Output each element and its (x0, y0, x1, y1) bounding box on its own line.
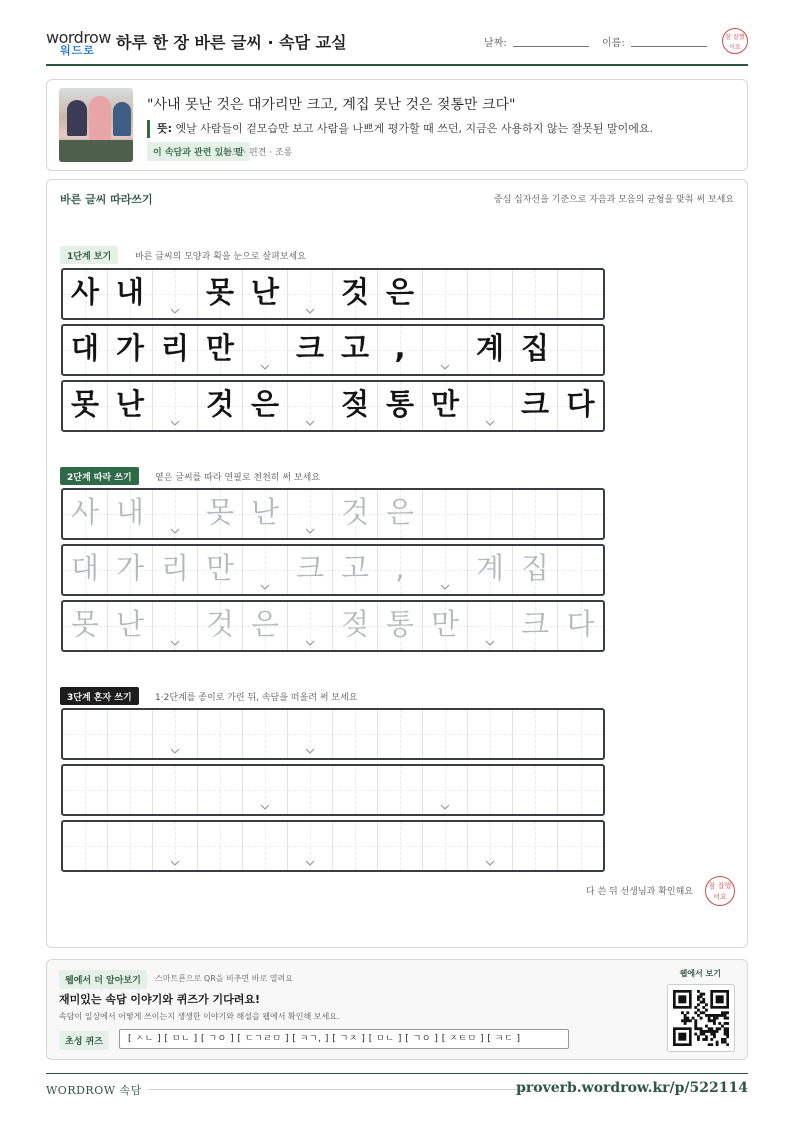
step2-label: 2단계 따라 쓰기 (60, 467, 139, 485)
model-character: 만 (430, 387, 459, 421)
writing-cell[interactable] (558, 546, 603, 594)
model-character: 통 (385, 607, 414, 641)
writing-cell[interactable] (558, 766, 603, 814)
writing-cell (108, 382, 153, 430)
writing-cell (378, 382, 423, 430)
model-character: 다 (566, 607, 595, 641)
writing-cell[interactable] (558, 822, 603, 870)
writing-cell[interactable] (243, 822, 288, 870)
model-character: , (394, 331, 406, 365)
model-character: 크 (295, 551, 324, 585)
writing-cell[interactable] (378, 822, 423, 870)
space-mark-icon (305, 638, 315, 648)
writing-cell (558, 270, 603, 318)
model-character: 내 (115, 275, 144, 309)
writing-cell[interactable] (378, 766, 423, 814)
space-mark-icon (305, 526, 315, 536)
writing-cell[interactable] (468, 546, 513, 594)
check-note: 다 쓴 뒤 선생님과 확인해요 (585, 887, 693, 897)
writing-cell[interactable] (423, 602, 468, 650)
model-character: 난 (115, 387, 144, 421)
model-character: 사 (70, 495, 99, 529)
model-character: 집 (520, 331, 549, 365)
writing-cell (333, 382, 378, 430)
space-mark-icon (170, 418, 180, 428)
model-character: 집 (520, 551, 549, 585)
step1-writing-row (61, 324, 605, 376)
writing-cell[interactable] (558, 490, 603, 538)
writing-cell (513, 270, 558, 318)
writing-cell (198, 382, 243, 430)
web-learn-more-card (46, 959, 748, 1060)
writing-cell[interactable] (108, 822, 153, 870)
proverb-meaning (147, 120, 653, 138)
model-character: 사 (70, 275, 99, 309)
step3-writing-row[interactable] (61, 764, 605, 816)
handwriting-practice-panel (46, 179, 748, 948)
writing-cell[interactable] (423, 490, 468, 538)
model-character: 가 (115, 331, 144, 365)
writing-cell (513, 326, 558, 374)
writing-cell[interactable] (108, 766, 153, 814)
writing-cell[interactable] (288, 546, 333, 594)
step3-writing-row[interactable] (61, 708, 605, 760)
space-mark-icon (485, 638, 495, 648)
writing-cell[interactable] (63, 546, 108, 594)
model-character: 못 (205, 495, 234, 529)
writing-cell (378, 326, 423, 374)
writing-cell (468, 270, 513, 318)
writing-cell[interactable] (558, 710, 603, 758)
writing-cell (153, 382, 198, 430)
writing-cell (423, 382, 468, 430)
writing-cell[interactable] (333, 546, 378, 594)
writing-cell (558, 326, 603, 374)
space-mark-icon (305, 306, 315, 316)
writing-cell[interactable] (378, 710, 423, 758)
model-character: 리 (160, 331, 189, 365)
writing-cell[interactable] (108, 546, 153, 594)
writing-cell (153, 270, 198, 318)
space-mark-icon (485, 418, 495, 428)
meaning-text: 옛날 사람들이 겉모습만 보고 사람을 나쁘게 평가할 때 쓰던, 지금은 사용하지 않는 잘못된 말이에요. (175, 122, 654, 135)
writing-cell[interactable] (63, 602, 108, 650)
writing-cell (63, 326, 108, 374)
step2-writing-row[interactable] (61, 600, 605, 652)
illustration-image (59, 88, 133, 162)
writing-cell[interactable] (288, 822, 333, 870)
writing-cell[interactable] (513, 710, 558, 758)
writing-cell[interactable] (423, 546, 468, 594)
model-character: 것 (205, 607, 234, 641)
model-character: 통 (385, 387, 414, 421)
name-label: 이름: (602, 38, 625, 49)
model-character: 젖 (340, 387, 369, 421)
writing-cell (288, 270, 333, 318)
model-character: 난 (250, 275, 279, 309)
model-character: 다 (566, 387, 595, 421)
writing-cell (108, 326, 153, 374)
footer-brand: WORDROW 속담 (46, 1084, 142, 1097)
proverb-info-card (46, 79, 748, 171)
model-character: 젖 (340, 607, 369, 641)
model-character: 고 (340, 551, 369, 585)
practice-note: 중심 십자선을 기준으로 자음과 모음의 균형을 맞춰 써 보세요 (493, 195, 734, 205)
writing-cell[interactable] (378, 602, 423, 650)
writing-cell[interactable] (243, 602, 288, 650)
footer-divider (46, 1073, 748, 1074)
writing-cell[interactable] (153, 490, 198, 538)
writing-cell[interactable] (153, 822, 198, 870)
writing-cell (558, 382, 603, 430)
model-character: 못 (205, 275, 234, 309)
space-mark-icon (170, 306, 180, 316)
page-title: 하루 한 장 바른 글씨 · 속담 교실 (116, 33, 347, 52)
model-character: 난 (250, 495, 279, 529)
model-character: 크 (520, 387, 549, 421)
wordrow-logo: wordrow 워드로 (46, 28, 111, 57)
writing-cell[interactable] (63, 822, 108, 870)
writing-cell[interactable] (333, 710, 378, 758)
space-mark-icon (260, 362, 270, 372)
web-chip-note: 스마트폰으로 QR을 비추면 바로 열려요 (155, 974, 293, 983)
writing-cell[interactable] (198, 766, 243, 814)
writing-cell[interactable] (243, 490, 288, 538)
writing-cell (63, 270, 108, 318)
practice-title: 바른 글씨 따라쓰기 (60, 193, 153, 206)
space-mark-icon (440, 802, 450, 812)
writing-cell[interactable] (243, 766, 288, 814)
space-mark-icon (305, 418, 315, 428)
writing-cell (468, 326, 513, 374)
writing-cell (423, 270, 468, 318)
writing-cell[interactable] (513, 822, 558, 870)
writing-cell[interactable] (468, 710, 513, 758)
writing-cell (468, 382, 513, 430)
space-mark-icon (440, 362, 450, 372)
model-character: 은 (250, 607, 279, 641)
writing-cell[interactable] (153, 546, 198, 594)
writing-cell (288, 382, 333, 430)
model-character: 대 (70, 331, 99, 365)
writing-cell[interactable] (468, 602, 513, 650)
space-mark-icon (485, 858, 495, 868)
space-mark-icon (170, 526, 180, 536)
space-mark-icon (170, 638, 180, 648)
web-headline: 재미있는 속담 이야기와 퀴즈가 기다려요! (59, 993, 260, 1006)
writing-cell[interactable] (63, 490, 108, 538)
related-words-chip: 이 속담과 관련 있는 말 (147, 142, 250, 161)
writing-cell (333, 326, 378, 374)
writing-cell[interactable] (513, 546, 558, 594)
footer-rule (148, 1089, 540, 1090)
step1-writing-row (61, 380, 605, 432)
model-character: 은 (385, 275, 414, 309)
model-character: 내 (115, 495, 144, 529)
writing-cell[interactable] (423, 710, 468, 758)
writing-cell[interactable] (513, 766, 558, 814)
writing-cell[interactable] (288, 710, 333, 758)
step3-desc: 1·2단계를 종이로 가린 뒤, 속담을 떠올려 써 보세요 (155, 693, 358, 703)
qr-label: 웹에서 보기 (679, 969, 721, 978)
writing-cell (198, 326, 243, 374)
writing-cell (243, 382, 288, 430)
model-character: 못 (70, 387, 99, 421)
space-mark-icon (170, 858, 180, 868)
writing-cell (378, 270, 423, 318)
space-mark-icon (170, 746, 180, 756)
writing-cell[interactable] (153, 766, 198, 814)
writing-cell[interactable] (108, 710, 153, 758)
writing-cell[interactable] (468, 490, 513, 538)
initial-consonant-quiz: [ ㅅㄴ ] [ ㅁㄴ ] [ ㄱㅇ ] [ ㄷㄱㄹㅁ ] [ ㅋㄱ, ] [ ㄱㅈ ] [ ㅁㄴ ] [ ㄱㅇ ] [ ㅈㅌㅁ ] [ ㅋㄷ ] (119, 1029, 569, 1049)
model-character: 난 (115, 607, 144, 641)
writing-cell[interactable] (333, 766, 378, 814)
writing-cell[interactable] (333, 602, 378, 650)
name-field[interactable] (631, 46, 707, 47)
writing-cell (243, 326, 288, 374)
step1-writing-row (61, 268, 605, 320)
step2-desc: 옅은 글씨를 따라 연필로 천천히 써 보세요 (155, 473, 320, 483)
model-character: 것 (205, 387, 234, 421)
model-character: 가 (115, 551, 144, 585)
model-character: 만 (205, 551, 234, 585)
writing-cell[interactable] (468, 766, 513, 814)
quiz-label: 초성 퀴즈 (59, 1031, 109, 1050)
writing-cell[interactable] (153, 602, 198, 650)
model-character: , (395, 551, 405, 585)
date-label: 날짜: (484, 38, 507, 49)
web-description: 속담이 일상에서 어떻게 쓰이는지 생생한 이야기와 해설을 웹에서 확인해 보세요. (59, 1012, 340, 1021)
writing-cell[interactable] (198, 546, 243, 594)
writing-cell[interactable] (198, 602, 243, 650)
model-character: 리 (160, 551, 189, 585)
writing-cell[interactable] (108, 490, 153, 538)
footer-url[interactable]: proverb.wordrow.kr/p/522114 (516, 1080, 748, 1096)
model-character: 크 (520, 607, 549, 641)
writing-cell[interactable] (153, 710, 198, 758)
web-chip: 웹에서 더 알아보기 (59, 970, 147, 989)
writing-cell[interactable] (423, 822, 468, 870)
meaning-label: 뜻: (157, 122, 173, 135)
writing-cell (153, 326, 198, 374)
writing-cell[interactable] (513, 602, 558, 650)
writing-cell[interactable] (198, 822, 243, 870)
writing-cell (423, 326, 468, 374)
model-character: 것 (340, 495, 369, 529)
step3-label: 3단계 혼자 쓰기 (60, 687, 139, 705)
writing-cell[interactable] (333, 490, 378, 538)
space-mark-icon (305, 858, 315, 868)
writing-cell (288, 326, 333, 374)
model-character: 은 (385, 495, 414, 529)
writing-cell[interactable] (288, 602, 333, 650)
writing-cell[interactable] (513, 490, 558, 538)
date-field[interactable] (513, 46, 589, 47)
space-mark-icon (260, 802, 270, 812)
writing-cell[interactable] (423, 766, 468, 814)
writing-cell[interactable] (63, 766, 108, 814)
step2-writing-row[interactable] (61, 488, 605, 540)
writing-cell[interactable] (288, 766, 333, 814)
writing-cell[interactable] (63, 710, 108, 758)
model-character: 계 (475, 551, 504, 585)
model-character: 은 (250, 387, 279, 421)
model-character: 고 (340, 331, 369, 365)
space-mark-icon (305, 746, 315, 756)
step1-desc: 바른 글씨의 모양과 획을 눈으로 살펴보세요 (135, 252, 306, 262)
writing-cell (108, 270, 153, 318)
writing-cell[interactable] (468, 822, 513, 870)
related-tags: 외모 · 편견 · 조롱 (223, 148, 293, 158)
praise-seal-icon: 참 잘했어요 (722, 28, 748, 54)
model-character: 계 (475, 331, 504, 365)
qr-code-icon[interactable] (667, 984, 735, 1052)
writing-cell (333, 270, 378, 318)
page-header (46, 24, 748, 66)
model-character: 만 (430, 607, 459, 641)
writing-cell[interactable] (558, 602, 603, 650)
writing-cell[interactable] (378, 546, 423, 594)
writing-cell[interactable] (108, 602, 153, 650)
writing-cell (243, 270, 288, 318)
writing-cell[interactable] (243, 710, 288, 758)
model-character: 만 (205, 331, 234, 365)
writing-cell (63, 382, 108, 430)
step1-label: 1단계 보기 (60, 246, 118, 264)
step2-writing-row[interactable] (61, 544, 605, 596)
writing-cell[interactable] (243, 546, 288, 594)
proverb-quote: "사내 못난 것은 대가리만 크고, 계집 못난 것은 젖통만 크다" (147, 97, 516, 113)
writing-cell[interactable] (198, 490, 243, 538)
writing-cell (513, 382, 558, 430)
writing-cell[interactable] (378, 490, 423, 538)
model-character: 것 (340, 275, 369, 309)
step3-writing-row[interactable] (61, 820, 605, 872)
writing-cell[interactable] (198, 710, 243, 758)
model-character: 크 (295, 331, 324, 365)
space-mark-icon (440, 582, 450, 592)
writing-cell[interactable] (333, 822, 378, 870)
writing-cell[interactable] (288, 490, 333, 538)
space-mark-icon (260, 582, 270, 592)
model-character: 대 (70, 551, 99, 585)
praise-stamp-icon: 참 잘했어요 (705, 876, 735, 906)
model-character: 못 (70, 607, 99, 641)
writing-cell (198, 270, 243, 318)
